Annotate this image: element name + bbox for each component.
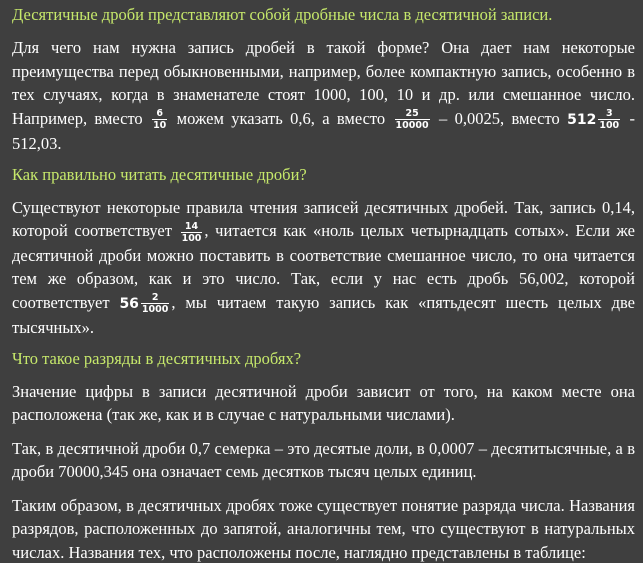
p2-text-3: , мы читаем такую запись как «пятьдесят шесть целых две тысячных». xyxy=(12,292,635,338)
p1-text: Для чего нам нужна запись дробей в такой форме? Она дает нам некоторые преимущества перед обыкновенными, например, более компактную запись, особенно в тех случаях, когда в знаменателе стоят 1000, 100, 10 и др. или смешанное число. Например, вместо xyxy=(12,38,635,128)
p2-text-1: Существуют некоторые правила чтения записей десятичных дробей. Так, запись 0,14, которой соответствует xyxy=(12,197,635,240)
fraction-6-10: $\frac{6}{10}$ xyxy=(153,108,167,132)
fraction-14-100: $\frac{14}{100}$ xyxy=(181,220,202,244)
mixed-number-56: 56 $\frac{2}{1000}$ xyxy=(119,292,169,316)
p2-text-2: , читается как «ноль целых четырнадцать сотых». Если же десятичной дроби можно поставить в соответствие смешанное число, то она читается тем же образом, как и это число. Так, если у нас есть дробь 56,002, которой соответствует xyxy=(12,221,636,312)
paragraph-reading-rules xyxy=(12,196,635,340)
section-heading-digits: Что такое разряды в десятичных дробях? xyxy=(12,348,302,368)
p1-text-4: - 512,03. xyxy=(12,108,636,153)
paragraph-digit-examples: Так, в десятичной дроби 0,7 семерка – это десятые доли, в 0,0007 – десятитысячные, а в дроби 70000,345 она означает семь десятков тысяч целых единиц. xyxy=(12,438,635,482)
p1-text-3: – 0,0025, вместо xyxy=(438,108,560,128)
mixed-number-512: 512 $\frac{3}{100}$ xyxy=(567,108,620,132)
intro-heading: Десятичные дроби представляют собой дробные числа в десятичной записи. xyxy=(12,5,553,24)
p1-text-2: можем указать 0,6, а вместо xyxy=(176,108,386,128)
paragraph-place-names: Таким образом, в десятичных дробях тоже существует понятие разряда числа. Названия разрядов, расположенных до запятой, аналогичны тем, что существуют в натуральных числах. Названия тех, что расположены после, наглядно представлены в таблице: xyxy=(12,495,635,562)
paragraph-digit-value: Значение цифры в записи десятичной дроби зависит от того, на каком месте она расположена (так же, как и в случае с натуральными числами). xyxy=(12,381,635,425)
section-heading-reading: Как правильно читать десятичные дроби? xyxy=(12,164,307,184)
paragraph-compact-notation xyxy=(12,36,635,156)
fraction-25-10000: $\frac{25}{10000}$ xyxy=(395,108,429,132)
